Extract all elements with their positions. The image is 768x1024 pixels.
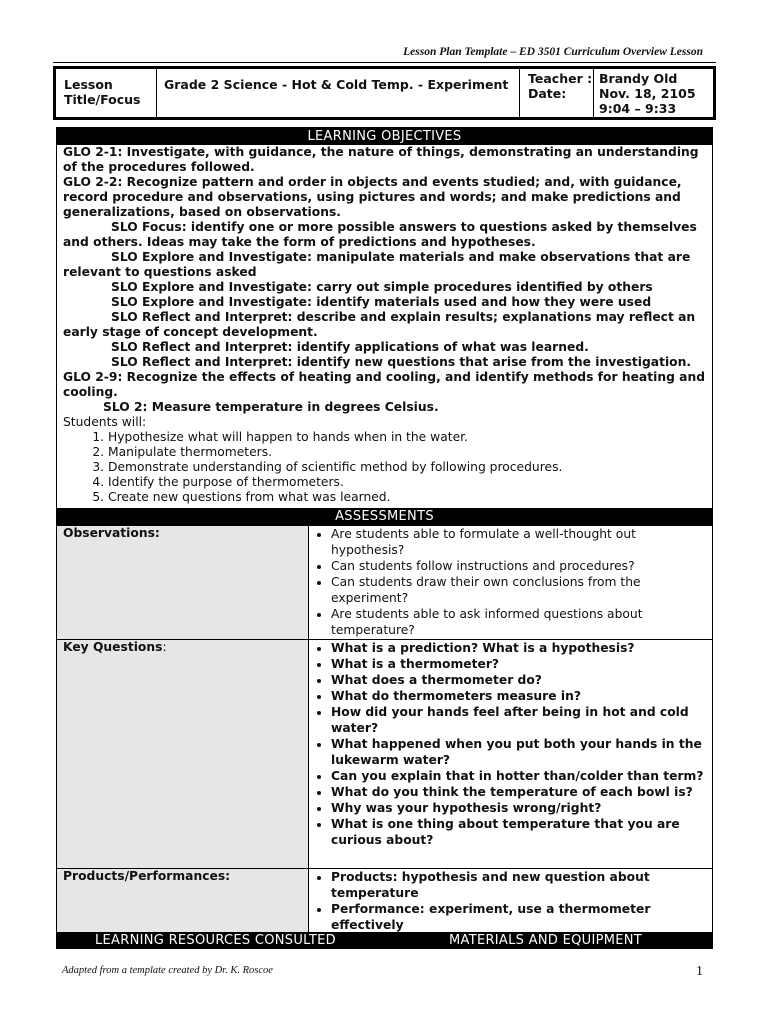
key-question-item: • What do you think the temperature of each bowl is? (331, 784, 712, 800)
observation-item: • Are students able to ask informed questions about temperature? (331, 606, 712, 638)
key-question-item: • What does a thermometer do? (331, 672, 712, 688)
products-row (57, 868, 712, 932)
lesson-title-label: Lesson Title/Focus (56, 69, 157, 117)
observation-item: • Can students draw their own conclusions from the experiment? (331, 574, 712, 606)
key-questions-content (309, 640, 712, 868)
key-question-item: • How did your hands feel after being in hot and cold water? (331, 704, 712, 736)
slo-2-measure: SLO 2: Measure temperature in degrees Celsius. (103, 400, 439, 414)
key-questions-row (57, 639, 712, 868)
resources-materials-heading (57, 932, 712, 949)
key-question-item: • What is one thing about temperature that you are curious about? (331, 816, 712, 848)
key-question-item: • Can you explain that in hotter than/colder than term? (331, 768, 712, 784)
products-list (309, 869, 712, 933)
key-questions-label (57, 640, 309, 868)
title-table (53, 66, 716, 120)
teacher-date-labels (520, 69, 594, 117)
glo-2-9: GLO 2-9: Recognize the effects of heating and cooling, and identify methods for heating and cooling. (63, 370, 706, 399)
lesson-plan-body (56, 127, 713, 949)
product-item: • Products: hypothesis and new question about temperature (331, 869, 712, 901)
outcome-item: 2. Manipulate thermometers. (108, 445, 706, 460)
teacher-label: Teacher : (528, 71, 593, 86)
slo-item: SLO Reflect and Interpret: identify new questions that arise from the investigation. (111, 355, 692, 369)
key-questions-list (309, 640, 712, 848)
document-header: Lesson Plan Template – ED 3501 Curriculum Overview Lesson (403, 46, 703, 58)
glo-2-2: GLO 2-2: Recognize pattern and order in objects and events studied; and, with guidance, record procedure and observations, using pictures and words; and make predictions and generalizations, based on observations. (63, 175, 682, 219)
observations-list (309, 526, 712, 638)
observations-label: Observations: (57, 526, 309, 639)
slo-item: SLO Focus: identify one or more possible answers to questions asked by themselves and others. Ideas may take the form of predictions and hypotheses. (63, 220, 697, 249)
assessments-heading: ASSESSMENTS (57, 508, 712, 525)
slo-item: SLO Reflect and Interpret: identify applications of what was learned. (111, 340, 589, 354)
lesson-title-value: Grade 2 Science - Hot & Cold Temp. - Experiment (157, 69, 520, 117)
outcome-item: 3. Demonstrate understanding of scientific method by following procedures. (108, 460, 706, 475)
slo-item: SLO Explore and Investigate: manipulate materials and make observations that are relevant to questions asked (63, 250, 691, 279)
outcome-item: 5. Create new questions from what was learned. (108, 490, 706, 505)
outcome-item: 4. Identify the purpose of thermometers. (108, 475, 706, 490)
key-question-item: • What happened when you put both your hands in the lukewarm water? (331, 736, 712, 768)
key-question-item: • Why was your hypothesis wrong/right? (331, 800, 712, 816)
slo-item: SLO Explore and Investigate: carry out simple procedures identified by others (111, 280, 653, 294)
student-outcomes-list (63, 430, 706, 505)
key-question-item: • What is a prediction? What is a hypothesis? (331, 640, 712, 656)
key-question-item: • What do thermometers measure in? (331, 688, 712, 704)
products-content (309, 869, 712, 932)
footer-credit: Adapted from a template created by Dr. K. Roscoe (62, 965, 273, 976)
key-questions-label-text: Key Questions (63, 640, 163, 654)
page-number: 1 (696, 964, 703, 979)
products-label: Products/Performances: (57, 869, 309, 932)
learning-resources-heading: LEARNING RESOURCES CONSULTED (95, 933, 336, 948)
teacher-date-values (594, 69, 713, 117)
observations-row (57, 525, 712, 639)
lesson-date: Nov. 18, 2105 (599, 86, 696, 101)
lesson-time: 9:04 – 9:33 (599, 101, 677, 116)
observation-item: • Are students able to formulate a well-thought out hypothesis? (331, 526, 712, 558)
observations-content (309, 526, 712, 639)
outcome-item: 1. Hypothesize what will happen to hands when in the water. (108, 430, 706, 445)
students-will-label: Students will: (63, 415, 147, 429)
header-rule (53, 62, 716, 63)
key-questions-colon: : (162, 640, 167, 654)
date-label: Date: (528, 86, 567, 101)
materials-equipment-heading: MATERIALS AND EQUIPMENT (449, 933, 643, 948)
glo-2-1: GLO 2-1: Investigate, with guidance, the nature of things, demonstrating an understanding of the procedures followed. (63, 145, 699, 174)
learning-objectives-heading: LEARNING OBJECTIVES (57, 128, 712, 145)
product-item: • Performance: experiment, use a thermometer effectively (331, 901, 712, 933)
key-question-item: • What is a thermometer? (331, 656, 712, 672)
slo-item: SLO Explore and Investigate: identify materials used and how they were used (111, 295, 652, 309)
teacher-name: Brandy Old (599, 71, 678, 86)
slo-item: SLO Reflect and Interpret: describe and explain results; explanations may reflect an early stage of concept development. (63, 310, 696, 339)
observation-item: • Can students follow instructions and procedures? (331, 558, 712, 574)
learning-objectives-section (57, 145, 712, 505)
